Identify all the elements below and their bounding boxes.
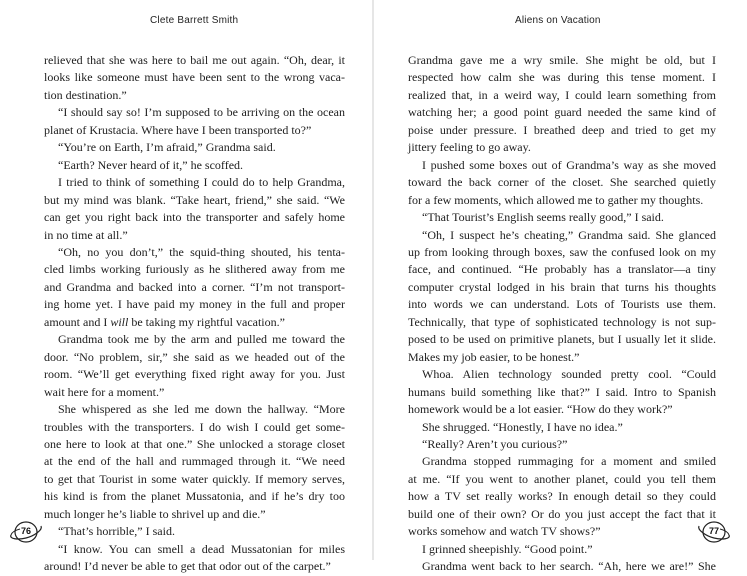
left-page-body-text [44,52,345,576]
text-line: Whoa. Alien technology sounded pretty cool. “Could [422,367,716,382]
text-line: can get you right back into the transporter and safely home [44,210,345,225]
text-line: Grandma took me by the arm and pulled me toward the [58,332,345,347]
text-line: homework would be a lot easier. “How do they work?” [408,402,673,417]
text-line: computer crystal lodged in his brain that turns his thoughts [408,279,716,294]
text-line: “That Tourist’s English seems really good,” I said. [422,210,664,225]
text-line: She shrugged. “Honestly, I have no idea.” [422,419,623,434]
text-line: humans build something like that?” I said. Intro to Spanish [408,384,716,399]
text-line: into words we can understand. Lots of Tourists use them. [408,297,716,312]
text-line: wait here for a moment.” [44,384,165,399]
text-line: respected how calm she was during this tense moment. I [408,70,716,85]
text-line: build one of their own? Or do you just accept the fact that it [408,506,716,521]
text-line: relieved that she was here to bail me out again. “Oh, dear, it [44,53,345,67]
text-line: “Oh, no you don’t,” the squid-thing shouted, his tenta- [58,244,345,259]
text-line: “Oh, I suspect he’s cheating,” Grandma said. She glanced [422,227,716,242]
text-line: toward the back corner of the closet. She searched quietly [408,175,716,190]
text-line: at me. “If you went to another planet, could you tell them [408,471,716,486]
text-line: for a few moments, which allowed me to gather my thoughts. [408,192,704,207]
text-line: “I know. You can smell a dead Mussatonian for miles [58,541,345,556]
text-line: “That’s horrible,” I said. [58,524,175,539]
text-line: Technically, that type of sophisticated technology is not sup- [408,314,716,329]
text-line: tion destination.” [44,87,127,102]
page-number: 76 [20,526,31,536]
text-line: She whispered as she led me down the hallway. “More [58,402,345,417]
text-line: Makes my job easier, to be honest.” [408,349,580,364]
text-line: “Really? Aren’t you curious?” [422,436,568,451]
left-page [0,0,373,574]
right-page-body-text [408,52,716,576]
text-line: I pushed some boxes out of Grandma’s way as she moved [422,157,716,172]
text-line: amount and I will be taking my rightful vacation.” [44,314,285,329]
text-line: in no time at all.” [44,227,128,242]
page-number: 77 [708,526,719,536]
text-line: and Grandma and backed into a corner. “I’m not transport- [44,279,345,294]
text-line: planet of Krustacia. Where have I been transported to?” [44,122,312,137]
text-line: face, and continued. “He probably has a translator—a tiny [408,262,716,277]
text-line: one here to look at that one.” She unlocked a storage closet [44,436,345,451]
text-line: but my mind was blank. “Take heart, friend,” she said. “We [44,192,345,207]
text-line: much longer he’s liable to shrivel up and die.” [44,506,266,521]
text-line: up from looking through boxes, saw the confused look on my [408,244,716,259]
text-line: watching her; a good point guard needed the same kind of [408,105,716,120]
text-line: posed to be used on primitive planets, but I usually let it slide. [408,332,716,347]
text-line: realized that, in a weird way, I could learn something from [408,87,716,102]
page-number-badge [8,518,44,546]
text-line: ing home yet. I have paid my money in the full and proper [44,297,345,312]
running-header-title: Aliens on Vacation [515,15,601,26]
text-line: “I should say so! I’m supposed to be arriving on the ocean [58,105,345,120]
text-line: to get that Tourist in some water quickly. If memory serves, [44,471,345,486]
text-line: door. “No problem, sir,” she said as we headed out of the [44,349,345,364]
text-line: cled limbs working furiously as he slithered away from me [44,262,345,277]
text-line: “Earth? Never heard of it,” he scoffed. [58,157,244,172]
text-line: jittery feeling to go away. [408,140,531,155]
text-line: Grandma stopped rummaging for a moment and smiled [422,454,716,469]
right-page [374,0,747,574]
text-line: works somehow and watch TV shows?” [408,524,601,539]
text-line: his kind is from the planet Mussatonia, and if he’s dry too [44,489,345,504]
text-line: “You’re on Earth, I’m afraid,” Grandma said. [58,140,276,155]
text-line: how a TV set really works? In enough detail so they could [408,489,716,504]
text-line: around! I’d never be able to get that odor out of the carpet.” [44,559,331,574]
text-line: room. “We’ll get everything fixed right away for you. Just [44,367,345,382]
text-line: looks like someone must have been sent to the wrong vaca- [44,70,345,85]
running-header-author: Clete Barrett Smith [150,15,239,26]
text-line: Grandma went back to her search. “Ah, here we are!” She [422,559,716,574]
page-number-badge [696,518,732,546]
text-line: troubles with the transporters. I do wish I could get some- [44,419,345,434]
text-line: Grandma gave me a wry smile. She might be old, but I [408,53,716,67]
text-line: I grinned sheepishly. “Good point.” [422,541,593,556]
text-line: at the end of the hall and rummaged through it. “We need [44,454,345,469]
text-line: I tried to think of something I could do to help Grandma, [58,175,345,190]
text-line: poise under pressure. I breathed deep and tried to get my [408,122,716,137]
